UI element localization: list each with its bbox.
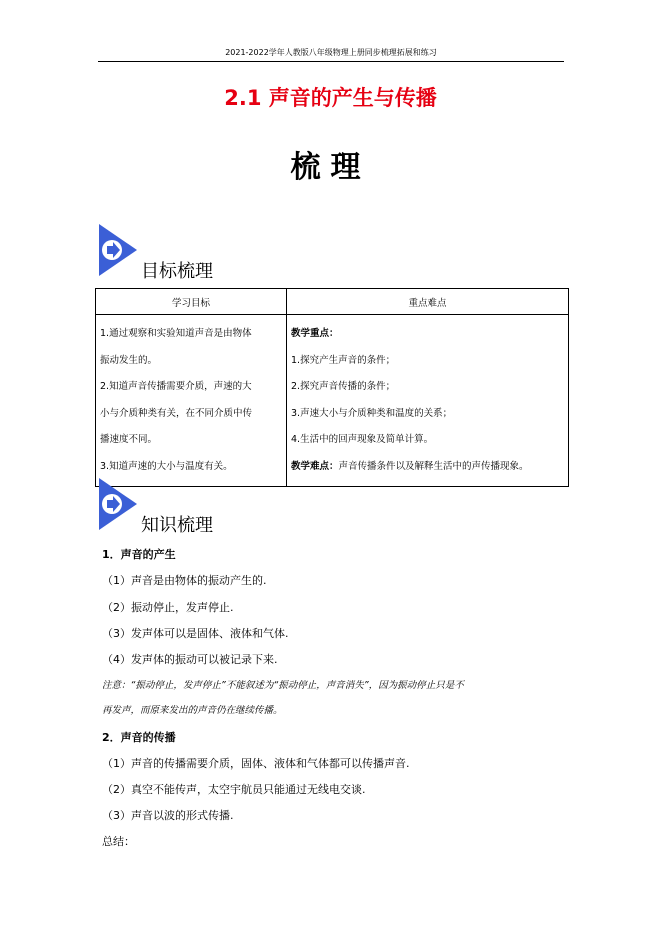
key-points-cell (287, 315, 569, 487)
knowledge-item: （3）声音以波的形式传播. (102, 809, 234, 822)
knowledge-section-heading (97, 478, 397, 538)
knowledge-item: （1）声音是由物体的振动产生的. (102, 574, 267, 587)
document-title: 2.1 声音的产生与传播 (224, 86, 437, 110)
summary-label: 总结： (102, 835, 135, 848)
objective-line: 播速度不同。 (100, 434, 158, 445)
objective-line: 1.通过观察和实验知道声音是由物体 (100, 328, 252, 339)
objective-line: 小与介质种类有关，在不同介质中传 (100, 407, 253, 419)
difficult-point-line (291, 454, 564, 481)
knowledge-item: （4）发声体的振动可以被记录下来. (102, 653, 278, 666)
objectives-cell (96, 315, 287, 487)
goals-header-objectives: 学习目标 (96, 289, 287, 315)
goals-section-heading (97, 224, 397, 284)
knowledge-item: （1）声音的传播需要介质，固体、液体和气体都可以传播声音. (102, 757, 410, 770)
header-rule (98, 61, 564, 62)
key-points-label: 教学重点： (291, 328, 339, 339)
goals-header-key-points: 重点难点 (287, 289, 569, 315)
running-header: 2021-2022学年人教版八年级物理上册同步梳理拓展和练习 (225, 48, 437, 57)
knowledge-group-heading: 2．声音的传播 (102, 731, 176, 744)
knowledge-note-line: 注意：“振动停止，发声停止”不能叙述为“振动停止，声音消失”，因为振动停止只是不 (102, 680, 464, 691)
knowledge-group-heading: 1．声音的产生 (102, 548, 176, 561)
arrow-right-icon (97, 478, 139, 530)
knowledge-item: （3）发声体可以是固体、液体和气体. (102, 627, 289, 640)
knowledge-item: （2）真空不能传声，太空宇航员只能通过无线电交谈. (102, 783, 366, 796)
section-title: 梳理 (290, 150, 371, 185)
key-point-item: 4.生活中的回声现象及简单计算。 (291, 434, 434, 445)
knowledge-section-label: 知识梳理 (141, 515, 213, 536)
objective-line: 3.知道声速的大小与温度有关。 (100, 460, 233, 472)
difficult-points-label: 教学难点： (291, 460, 339, 472)
knowledge-note-line: 再发声，而原来发出的声音仍在继续传播。 (102, 705, 283, 716)
key-point-item: 1.探究产生声音的条件； (291, 354, 396, 366)
goals-table (95, 288, 569, 487)
key-point-item: 2.探究声音传播的条件； (291, 381, 396, 392)
key-point-item: 3.声速大小与介质种类和温度的关系； (291, 407, 453, 419)
difficult-points-text: 声音传播条件以及解释生活中的声传播现象。 (338, 460, 529, 472)
knowledge-item: （2）振动停止，发声停止. (102, 601, 234, 614)
objective-line: 2.知道声音传播需要介质，声速的大 (100, 381, 252, 392)
arrow-right-icon (97, 224, 139, 276)
goals-section-label: 目标梳理 (141, 261, 213, 282)
objective-line: 振动发生的。 (100, 354, 158, 366)
